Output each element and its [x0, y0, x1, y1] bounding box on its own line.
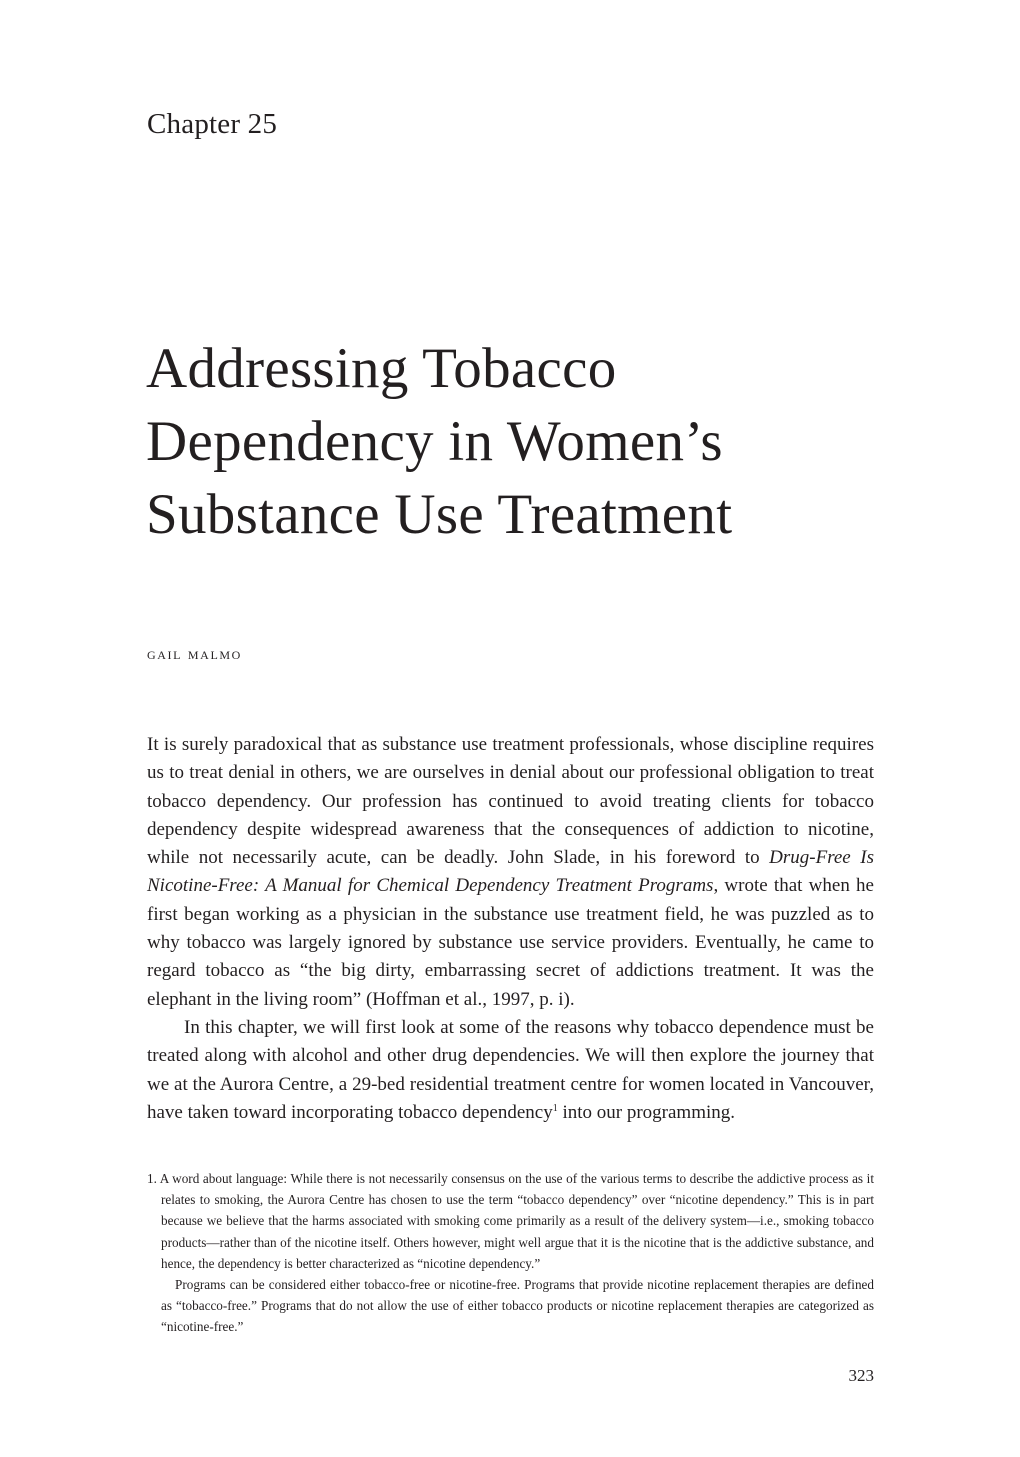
- footnote-1-text: A word about language: While there is not necessarily consensus on the use of the various terms to describe the addictive process as it relates to smoking, the Aurora Centre has chosen to use the term “tobacco dependency” over “nicotine dependency.” This is in part because we believe that the harms associated with smoking come primarily as a result of the delivery system—i.e., smoking tobacco products—rather than of the nicotine itself. Others however, might well argue that it is the nicotine that is the addictive substance, and hence, the dependency is better characterized as “nicotine dependency.”: [156, 1171, 874, 1271]
- paragraph-2-text-a: In this chapter, we will first look at some of the reasons why tobacco dependence must be treated along with alcohol and other drug dependencies. We will then explore the journey that we at the Aurora Centre, a 29-bed residential treatment centre for women located in Vancouver, have taken toward incorporating tobacco dependency: [147, 1016, 874, 1123]
- footnote-1: [147, 1168, 874, 1274]
- chapter-title-line-1: Addressing Tobacco: [146, 337, 617, 400]
- footnote-1-number: 1.: [147, 1171, 157, 1186]
- body-text: [147, 731, 874, 1127]
- cited-book-title: Drug-Free Is Nicotine-Free: A Manual for Chemical Dependency Treatment Programs: [147, 847, 874, 897]
- chapter-title-line-2: Dependency in Women’s: [146, 410, 723, 473]
- paragraph-2-text-b: into our programming.: [557, 1101, 736, 1123]
- chapter-title-line-3: Substance Use Treatment: [146, 483, 733, 546]
- footnote-marker-1[interactable]: 1: [552, 1102, 558, 1114]
- paragraph-1-text-a: It is surely paradoxical that as substance use treatment professionals, whose discipline requires us to treat denial in others, we are ourselves in denial about our professional obligation to treat tobacco dependency. Our profession has continued to avoid treating clients for tobacco dependency despite widespread awareness that the consequences of addiction to nicotine, while not necessarily acute, can be deadly. John Slade, in his foreword to: [147, 734, 874, 869]
- chapter-title: [146, 332, 906, 551]
- paragraph-2: [147, 1014, 874, 1127]
- footnotes: [147, 1168, 874, 1338]
- paragraph-1: [147, 731, 874, 1014]
- footnote-1-continuation: Programs can be considered either tobacco-free or nicotine-free. Programs that provide nicotine replacement therapies are defined as “tobacco-free.” Programs that do not allow the use of either tobacco products or nicotine replacement therapies are categorized as “nicotine-free.”: [161, 1277, 874, 1335]
- page-number: 323: [848, 1366, 874, 1385]
- author-name: gail malmo: [147, 644, 242, 663]
- paragraph-1-text-b: , wrote that when he first began working as a physician in the substance use treatment field, he was puzzled as to why tobacco was largely ignored by substance use service providers. Eventually, he came to regard tobacco as “the big dirty, embarrassing secret of addictions treatment. It was the elephant in the living room” (Hoffman et al., 1997, p. i).: [147, 875, 874, 1010]
- chapter-label: Chapter 25: [147, 108, 278, 140]
